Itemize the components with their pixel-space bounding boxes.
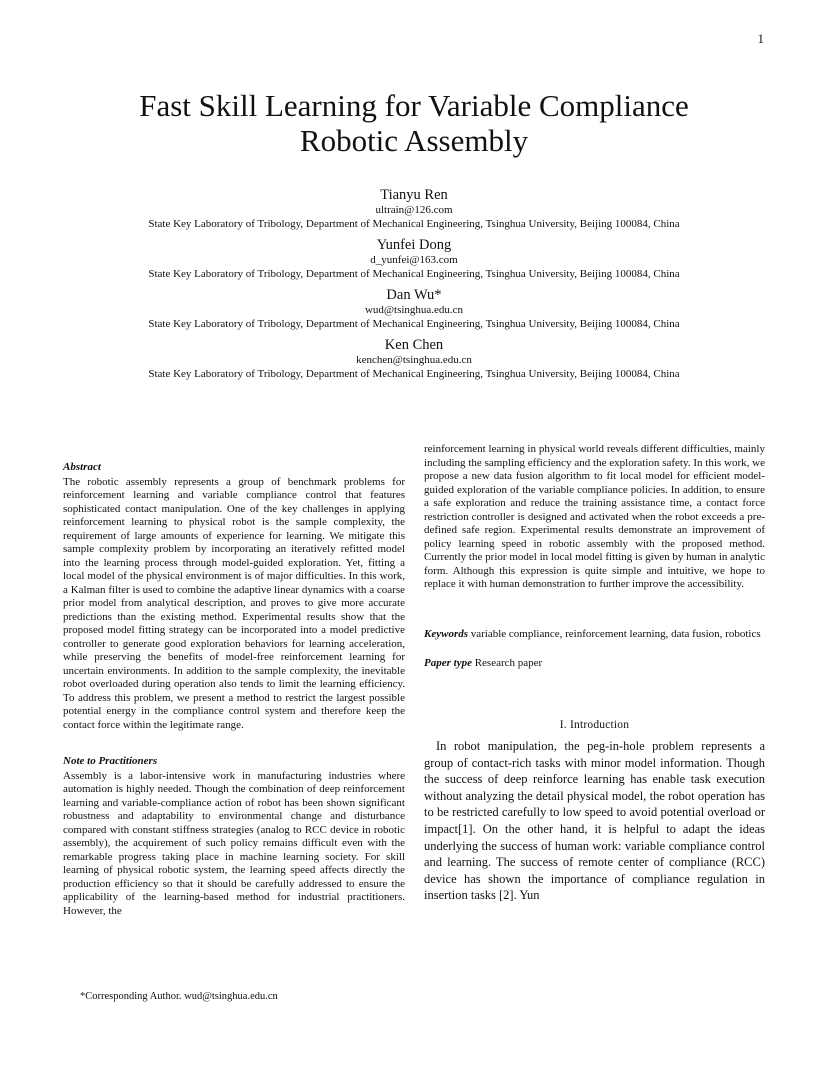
title-line-1: Fast Skill Learning for Variable Compliance xyxy=(139,88,689,123)
author-email: kenchen@tsinghua.edu.cn xyxy=(356,354,472,366)
right-column xyxy=(424,443,765,904)
author-block xyxy=(40,286,788,331)
keywords-text: variable compliance, reinforcement learning, data fusion, robotics xyxy=(470,627,761,640)
author-block xyxy=(40,236,788,281)
author-name: Ken Chen xyxy=(384,337,444,353)
author-block xyxy=(40,336,788,381)
abstract-text: The robotic assembly represents a group of benchmark problems for reinforcement learning and variable compliance control that features sophisticated contact manipulation. One of the key challenges in applying reinforcement learning to physical robot is the sample complexity, the requirement of large amounts of experience for learning. We mitigate this sample complexity problem by incorporating an iteratively refitted model into the learning process through model-guided exploration. Yet, fitting a local model of the physical environment is of major difficulties. In this work, a Kalman filter is used to combine the adaptive linear dynamics with a coarse prior model from analytical description, and proves to give more accurate predictions than the existing method. Experimental results show that the proposed model fitting strategy can be incorporated into a model predictive controller to generate good exploration behaviors for learning acceleration, while preserving the benefits of model-free reinforcement learning for uncertain environments. In addition to the sample complexity, the inevitable robot overloaded during operation also tends to limit the learning efficiency. To address this problem, we present a method to restrict the largest possible potential energy in the compliance control system and therefore keep the contact force within the legitimate range. xyxy=(63,475,405,731)
note-text-right: reinforcement learning in physical world reveals different difficulties, mainly including the sampling efficiency and the exploration safety. In this work, we propose a new data fusion algorithm to fit local model for efficient model-guided exploration of the variable compliance policies. In addition, to ensure a safe exploration and reduce the training assistance time, a contact force restriction controller is designed and activated when the robot exceeds a pre-defined safe region. Experimental results demonstrate an improvement of policy learning speed in robotic assembly with the proposed method. Currently the prior model in local model fitting is given by human in analytic form. Although this expression is quite simple and intuitive, we hope to replace it with human demonstration to further improve the accessibility. xyxy=(424,443,765,590)
corresponding-author-footnote: *Corresponding Author. wud@tsinghua.edu.cn xyxy=(80,991,278,1002)
author-list xyxy=(40,186,788,386)
introduction-text: In robot manipulation, the peg-in-hole problem represents a group of contact-rich tasks with minor model information. Though the success of deep reinforce learning has enable task execution without analyzing the detail physical model, the robot operation has to be restricted carefully to low speed to avoid potential overload or impact[1]. On the other hand, it is helpful to adapt the ideas underlying the success of human work: variable compliance control and learning. The success of remote center of compliance (RCC) device has shown the importance of compliance regulation in insertion tasks [2]. Yun xyxy=(424,739,765,903)
note-heading: Note to Practitioners xyxy=(63,755,158,767)
keywords-line xyxy=(424,628,765,642)
keywords-label: Keywords xyxy=(424,627,468,640)
author-name: Tianyu Ren xyxy=(380,187,448,203)
author-affiliation: State Key Laboratory of Tribology, Department of Mechanical Engineering, Tsinghua University, Beijing 100084, China xyxy=(148,268,680,280)
author-email: ultrain@126.com xyxy=(375,204,453,216)
author-email: d_yunfei@163.com xyxy=(370,254,458,266)
introduction-heading: I. Introduction xyxy=(559,718,630,731)
note-text-left: Assembly is a labor-intensive work in manufacturing industries where automation is highly needed. Though the combination of deep reinforcement learning and variable-compliance action of robot has been shown significant robustness and adaptability to environmental change and disturbance compared with constant stiffness strategies (analog to RCC device in robotic assembly), the acquirement of such policy remains difficult even with the remarkable progress taking place in machine learning society. For skill learning of physical robotic system, the learning speed affects directly the production efficiency so that it should be carefully addressed to ensure the applicability of the learning-based method for industrial practitioners. However, the xyxy=(63,769,405,917)
paper-type-text: Research paper xyxy=(474,657,543,669)
author-affiliation: State Key Laboratory of Tribology, Department of Mechanical Engineering, Tsinghua University, Beijing 100084, China xyxy=(148,218,680,230)
paper-title xyxy=(60,88,768,158)
title-line-2: Robotic Assembly xyxy=(299,123,529,158)
paper-type-line xyxy=(424,657,765,671)
abstract-heading: Abstract xyxy=(63,461,101,473)
author-name: Dan Wu* xyxy=(386,287,442,303)
author-affiliation: State Key Laboratory of Tribology, Department of Mechanical Engineering, Tsinghua University, Beijing 100084, China xyxy=(148,318,680,330)
author-block xyxy=(40,186,788,231)
left-column xyxy=(63,461,405,918)
author-affiliation: State Key Laboratory of Tribology, Department of Mechanical Engineering, Tsinghua University, Beijing 100084, China xyxy=(148,368,680,380)
paper-type-label: Paper type xyxy=(424,657,472,669)
author-name: Yunfei Dong xyxy=(376,237,452,253)
author-email: wud@tsinghua.edu.cn xyxy=(364,304,464,316)
page-number: 1 xyxy=(757,31,764,46)
